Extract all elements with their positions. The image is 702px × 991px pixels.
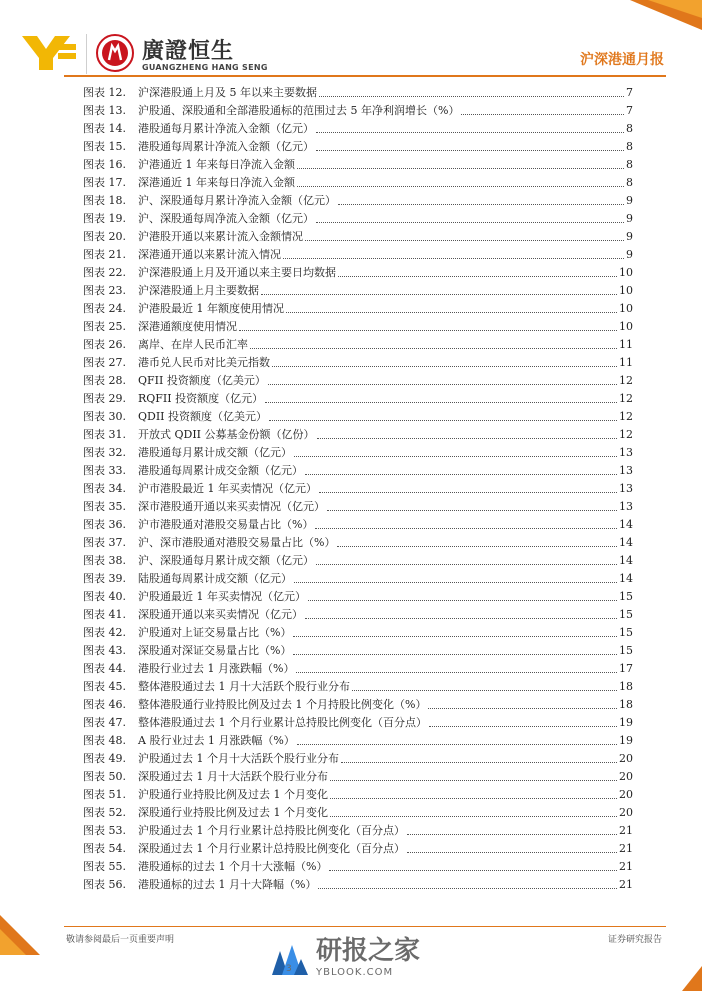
toc-entry[interactable] <box>83 641 633 659</box>
toc-page-number: 20 <box>619 805 633 819</box>
brand-seal-icon <box>96 34 134 72</box>
toc-entry[interactable] <box>83 803 633 821</box>
toc-page-number: 14 <box>619 535 633 549</box>
toc-dot-leader <box>429 717 617 727</box>
toc-entry[interactable] <box>83 407 633 425</box>
toc-figure-title: RQFII 投资额度（亿元） <box>138 392 264 405</box>
toc-figure-id: 图表 40. <box>83 590 126 603</box>
page-number: 3 <box>286 964 292 974</box>
toc-figure-id: 图表 30. <box>83 410 126 423</box>
toc-dot-leader <box>316 123 624 133</box>
toc-dot-leader <box>319 483 617 493</box>
toc-figure-title: 深股通开通以来买卖情况（亿元） <box>138 608 303 621</box>
toc-figure-title: 开放式 QDII 公募基金份额（亿份） <box>138 428 315 441</box>
toc-dot-leader <box>308 591 617 601</box>
toc-figure-id: 图表 28. <box>83 374 126 387</box>
toc-page-number: 12 <box>619 391 633 405</box>
toc-dot-leader <box>294 447 617 457</box>
toc-figure-title: 港股通每月累计净流入金额（亿元） <box>138 122 314 135</box>
toc-page-number: 15 <box>619 607 633 621</box>
toc-entry[interactable] <box>83 623 633 641</box>
toc-entry[interactable] <box>83 209 633 227</box>
corner-decoration-icon <box>0 915 40 955</box>
toc-entry[interactable] <box>83 191 633 209</box>
toc-figure-title: 港股通每周累计净流入金额（亿元） <box>138 140 314 153</box>
toc-figure-title: 沪、深股通每月累计净流入金额（亿元） <box>138 194 336 207</box>
toc-dot-leader <box>337 537 617 547</box>
toc-dot-leader <box>272 357 617 367</box>
toc-entry[interactable] <box>83 497 633 515</box>
toc-entry[interactable] <box>83 353 633 371</box>
toc-figure-title: 港币兑人民币对比美元指数 <box>138 356 270 369</box>
toc-page-number: 17 <box>619 661 633 675</box>
toc-entry[interactable] <box>83 263 633 281</box>
toc-entry[interactable] <box>83 389 633 407</box>
toc-entry[interactable] <box>83 83 633 101</box>
toc-page-number: 20 <box>619 751 633 765</box>
toc-page-number: 7 <box>626 85 633 99</box>
toc-page-number: 21 <box>619 859 633 873</box>
toc-figure-id: 图表 44. <box>83 662 126 675</box>
toc-figure-id: 图表 23. <box>83 284 126 297</box>
toc-dot-leader <box>316 555 617 565</box>
toc-page-number: 10 <box>619 319 633 333</box>
toc-dot-leader <box>317 429 617 439</box>
toc-dot-leader <box>316 141 624 151</box>
toc-entry[interactable] <box>83 749 633 767</box>
toc-figure-id: 图表 24. <box>83 302 126 315</box>
toc-entry[interactable] <box>83 713 633 731</box>
toc-figure-title: 深股通行业持股比例及过去 1 个月变化 <box>138 806 328 819</box>
toc-dot-leader <box>286 303 617 313</box>
toc-figure-title: 港股通每周累计成交金额（亿元） <box>138 464 303 477</box>
toc-figure-title: 沪、深股通每月累计成交额（亿元） <box>138 554 314 567</box>
toc-figure-id: 图表 14. <box>83 122 126 135</box>
toc-figure-title: 港股通标的过去 1 月十大降幅（%） <box>138 878 317 891</box>
toc-figure-id: 图表 41. <box>83 608 126 621</box>
toc-figure-id: 图表 39. <box>83 572 126 585</box>
toc-figure-id: 图表 15. <box>83 140 126 153</box>
toc-figure-id: 图表 33. <box>83 464 126 477</box>
toc-dot-leader <box>338 267 617 277</box>
toc-page-number: 20 <box>619 769 633 783</box>
toc-dot-leader <box>269 411 617 421</box>
toc-entry[interactable] <box>83 119 633 137</box>
toc-entry[interactable] <box>83 839 633 857</box>
toc-dot-leader <box>330 807 617 817</box>
toc-figure-id: 图表 51. <box>83 788 126 801</box>
toc-figure-title: 沪股通最近 1 年买卖情况（亿元） <box>138 590 306 603</box>
toc-page-number: 11 <box>619 337 633 351</box>
toc-page-number: 9 <box>626 247 633 261</box>
toc-page-number: 9 <box>626 211 633 225</box>
toc-entry[interactable] <box>83 371 633 389</box>
toc-page-number: 21 <box>619 841 633 855</box>
footer-rule <box>64 926 666 927</box>
toc-dot-leader <box>283 249 624 259</box>
toc-entry[interactable] <box>83 137 633 155</box>
toc-page-number: 10 <box>619 301 633 315</box>
watermark-url: YBLOOK.COM <box>316 967 394 978</box>
corner-decoration-icon <box>630 0 702 30</box>
toc-figure-id: 图表 38. <box>83 554 126 567</box>
toc-page-number: 15 <box>619 589 633 603</box>
toc-figure-id: 图表 34. <box>83 482 126 495</box>
toc-page-number: 13 <box>619 463 633 477</box>
toc-figure-id: 图表 50. <box>83 770 126 783</box>
toc-page-number: 10 <box>619 283 633 297</box>
toc-dot-leader <box>294 573 617 583</box>
toc-figure-id: 图表 26. <box>83 338 126 351</box>
toc-figure-title: 深港通近 1 年来每日净流入金额 <box>138 176 295 189</box>
toc-page-number: 14 <box>619 571 633 585</box>
toc-page-number: 9 <box>626 229 633 243</box>
toc-figure-title: 沪港股最近 1 年额度使用情况 <box>138 302 284 315</box>
toc-page-number: 14 <box>619 553 633 567</box>
toc-entry[interactable] <box>83 659 633 677</box>
toc-entry[interactable] <box>83 767 633 785</box>
toc-dot-leader <box>319 87 624 97</box>
toc-entry[interactable] <box>83 173 633 191</box>
toc-figure-id: 图表 47. <box>83 716 126 729</box>
toc-dot-leader <box>239 321 617 331</box>
toc-page-number: 13 <box>619 481 633 495</box>
toc-entry[interactable] <box>83 587 633 605</box>
toc-dot-leader <box>352 681 617 691</box>
toc-entry[interactable] <box>83 569 633 587</box>
toc-figure-title: 沪、深市港股通对港股交易量占比（%） <box>138 536 336 549</box>
toc-figure-title: 沪深港股通上月及开通以来主要日均数据 <box>138 266 336 279</box>
toc-figure-id: 图表 53. <box>83 824 126 837</box>
toc-entry[interactable] <box>83 443 633 461</box>
toc-entry[interactable] <box>83 299 633 317</box>
toc-figure-id: 图表 16. <box>83 158 126 171</box>
toc-figure-title: QFII 投资额度（亿美元） <box>138 374 266 387</box>
toc-entry[interactable] <box>83 731 633 749</box>
toc-figure-title: 沪股通过去 1 个月十大活跃个股行业分布 <box>138 752 339 765</box>
toc-figure-id: 图表 56. <box>83 878 126 891</box>
toc-entry[interactable] <box>83 317 633 335</box>
toc-entry[interactable] <box>83 425 633 443</box>
toc-figure-id: 图表 43. <box>83 644 126 657</box>
toc-figure-id: 图表 19. <box>83 212 126 225</box>
toc-figure-id: 图表 12. <box>83 86 126 99</box>
toc-dot-leader <box>305 609 617 619</box>
toc-entry[interactable] <box>83 281 633 299</box>
brand-logo-y-icon <box>22 36 78 70</box>
toc-figure-title: 沪港通近 1 年来每日净流入金额 <box>138 158 295 171</box>
toc-figure-title: 深港通额度使用情况 <box>138 320 237 333</box>
toc-figure-title: 深股通对深证交易量占比（%） <box>138 644 292 657</box>
toc-figure-title: 整体港股通行业持股比例及过去 1 个月持股比例变化（%） <box>138 698 427 711</box>
logo-separator <box>86 34 87 74</box>
toc-entry[interactable] <box>83 875 633 893</box>
toc-figure-title: QDII 投资额度（亿美元） <box>138 410 268 423</box>
toc-figure-id: 图表 54. <box>83 842 126 855</box>
toc-figure-id: 图表 17. <box>83 176 126 189</box>
toc-entry[interactable] <box>83 821 633 839</box>
toc-figure-title: 深港通开通以来累计流入情况 <box>138 248 281 261</box>
toc-figure-id: 图表 49. <box>83 752 126 765</box>
toc-figure-id: 图表 31. <box>83 428 126 441</box>
toc-page-number: 13 <box>619 499 633 513</box>
toc-dot-leader <box>250 339 617 349</box>
toc-entry[interactable] <box>83 245 633 263</box>
toc-figure-id: 图表 45. <box>83 680 126 693</box>
toc-page-number: 11 <box>619 355 633 369</box>
toc-entry[interactable] <box>83 461 633 479</box>
toc-page-number: 13 <box>619 445 633 459</box>
toc-figure-id: 图表 52. <box>83 806 126 819</box>
watermark-logo-icon <box>272 941 308 975</box>
toc-figure-id: 图表 18. <box>83 194 126 207</box>
toc-entry[interactable] <box>83 101 633 119</box>
toc-figure-title: 港股通每月累计成交额（亿元） <box>138 446 292 459</box>
brand-name-cn: 廣證恒生 <box>142 39 235 64</box>
toc-dot-leader <box>261 285 617 295</box>
toc-dot-leader <box>428 699 617 709</box>
toc-page-number: 21 <box>619 823 633 837</box>
toc-dot-leader <box>330 771 617 781</box>
toc-dot-leader <box>305 465 617 475</box>
toc-dot-leader <box>330 789 617 799</box>
toc-dot-leader <box>293 645 617 655</box>
footer-disclaimer: 敬请参阅最后一页重要声明 <box>66 935 175 945</box>
toc-page-number: 14 <box>619 517 633 531</box>
footer-report-type: 证券研究报告 <box>607 935 662 945</box>
toc-figure-title: 港股行业过去 1 月涨跌幅（%） <box>138 662 295 675</box>
toc-entry[interactable] <box>83 155 633 173</box>
toc-dot-leader <box>315 519 617 529</box>
toc-dot-leader <box>329 861 617 871</box>
toc-page-number: 12 <box>619 409 633 423</box>
toc-page-number: 8 <box>626 157 633 171</box>
toc-dot-leader <box>293 627 617 637</box>
toc-figure-title: 沪深港股通上月主要数据 <box>138 284 259 297</box>
toc-page-number: 21 <box>619 877 633 891</box>
brand-name-en: GUANGZHENG HANG SENG <box>142 63 268 72</box>
toc-figure-id: 图表 32. <box>83 446 126 459</box>
toc-entry[interactable] <box>83 677 633 695</box>
toc-figure-title: 沪股通、深股通和全部港股通标的范围过去 5 年净利润增长（%） <box>138 104 460 117</box>
toc-figure-id: 图表 22. <box>83 266 126 279</box>
toc-dot-leader <box>327 501 617 511</box>
toc-entry[interactable] <box>83 605 633 623</box>
toc-figure-id: 图表 55. <box>83 860 126 873</box>
toc-figure-title: 沪深港股通上月及 5 年以来主要数据 <box>138 86 317 99</box>
toc-dot-leader <box>296 663 617 673</box>
toc-entry[interactable] <box>83 227 633 245</box>
toc-dot-leader <box>297 177 624 187</box>
toc-dot-leader <box>268 375 617 385</box>
toc-page-number: 12 <box>619 373 633 387</box>
toc-dot-leader <box>316 213 624 223</box>
header-rule <box>64 75 666 77</box>
toc-dot-leader <box>461 105 624 115</box>
toc-page-number: 15 <box>619 625 633 639</box>
toc-entry[interactable] <box>83 785 633 803</box>
watermark <box>272 938 420 978</box>
toc-page-number: 19 <box>619 715 633 729</box>
toc-dot-leader <box>338 195 624 205</box>
toc-figure-title: A 股行业过去 1 月涨跌幅（%） <box>138 734 295 747</box>
toc-page-number: 9 <box>626 193 633 207</box>
toc-figure-title: 沪股通行业持股比例及过去 1 个月变化 <box>138 788 328 801</box>
toc-dot-leader <box>407 843 617 853</box>
toc-dot-leader <box>305 231 624 241</box>
report-title: 沪深港通月报 <box>580 52 664 68</box>
toc-figure-title: 整体港股通过去 1 月十大活跃个股行业分布 <box>138 680 350 693</box>
toc-figure-title: 沪市港股最近 1 年买卖情况（亿元） <box>138 482 317 495</box>
toc-figure-id: 图表 20. <box>83 230 126 243</box>
toc-figure-id: 图表 48. <box>83 734 126 747</box>
toc-figure-title: 深股通过去 1 个月行业累计总持股比例变化（百分点） <box>138 842 405 855</box>
toc-entry[interactable] <box>83 695 633 713</box>
toc-page-number: 12 <box>619 427 633 441</box>
toc-figure-id: 图表 36. <box>83 518 126 531</box>
toc-page-number: 8 <box>626 139 633 153</box>
toc-figure-title: 沪股通对上证交易量占比（%） <box>138 626 292 639</box>
toc-figure-title: 离岸、在岸人民币汇率 <box>138 338 248 351</box>
toc-dot-leader <box>297 159 624 169</box>
toc-entry[interactable] <box>83 515 633 533</box>
toc-figure-title: 沪市港股通对港股交易量占比（%） <box>138 518 314 531</box>
toc-page-number: 10 <box>619 265 633 279</box>
toc-figure-id: 图表 37. <box>83 536 126 549</box>
toc-figure-title: 沪、深股通每周净流入金额（亿元） <box>138 212 314 225</box>
toc-page-number: 20 <box>619 787 633 801</box>
toc-dot-leader <box>297 735 617 745</box>
toc-page-number: 8 <box>626 121 633 135</box>
toc-figure-id: 图表 25. <box>83 320 126 333</box>
toc-dot-leader <box>407 825 617 835</box>
toc-entry[interactable] <box>83 551 633 569</box>
toc-figure-title: 沪港股开通以来累计流入金额情况 <box>138 230 303 243</box>
corner-decoration-icon <box>682 966 702 991</box>
toc-entry[interactable] <box>83 857 633 875</box>
toc-figure-title: 整体港股通过去 1 个月行业累计总持股比例变化（百分点） <box>138 716 427 729</box>
toc-figure-id: 图表 46. <box>83 698 126 711</box>
toc-dot-leader <box>341 753 617 763</box>
toc-figure-id: 图表 42. <box>83 626 126 639</box>
toc-dot-leader <box>265 393 617 403</box>
toc-entry[interactable] <box>83 533 633 551</box>
toc-page-number: 19 <box>619 733 633 747</box>
figure-list <box>83 83 633 893</box>
watermark-text: 研报之家 <box>316 936 421 966</box>
toc-figure-id: 图表 29. <box>83 392 126 405</box>
toc-figure-title: 陆股通每周累计成交额（亿元） <box>138 572 292 585</box>
toc-page-number: 15 <box>619 643 633 657</box>
toc-figure-id: 图表 13. <box>83 104 126 117</box>
toc-figure-title: 深股通过去 1 月十大活跃个股行业分布 <box>138 770 328 783</box>
toc-figure-id: 图表 27. <box>83 356 126 369</box>
toc-figure-title: 沪股通过去 1 个月行业累计总持股比例变化（百分点） <box>138 824 405 837</box>
toc-figure-title: 港股通标的过去 1 个月十大涨幅（%） <box>138 860 328 873</box>
toc-entry[interactable] <box>83 335 633 353</box>
toc-page-number: 18 <box>619 679 633 693</box>
toc-figure-title: 深市港股通开通以来买卖情况（亿元） <box>138 500 325 513</box>
toc-page-number: 18 <box>619 697 633 711</box>
toc-page-number: 8 <box>626 175 633 189</box>
toc-figure-id: 图表 21. <box>83 248 126 261</box>
toc-dot-leader <box>318 879 617 889</box>
toc-figure-id: 图表 35. <box>83 500 126 513</box>
toc-entry[interactable] <box>83 479 633 497</box>
toc-page-number: 7 <box>626 103 633 117</box>
